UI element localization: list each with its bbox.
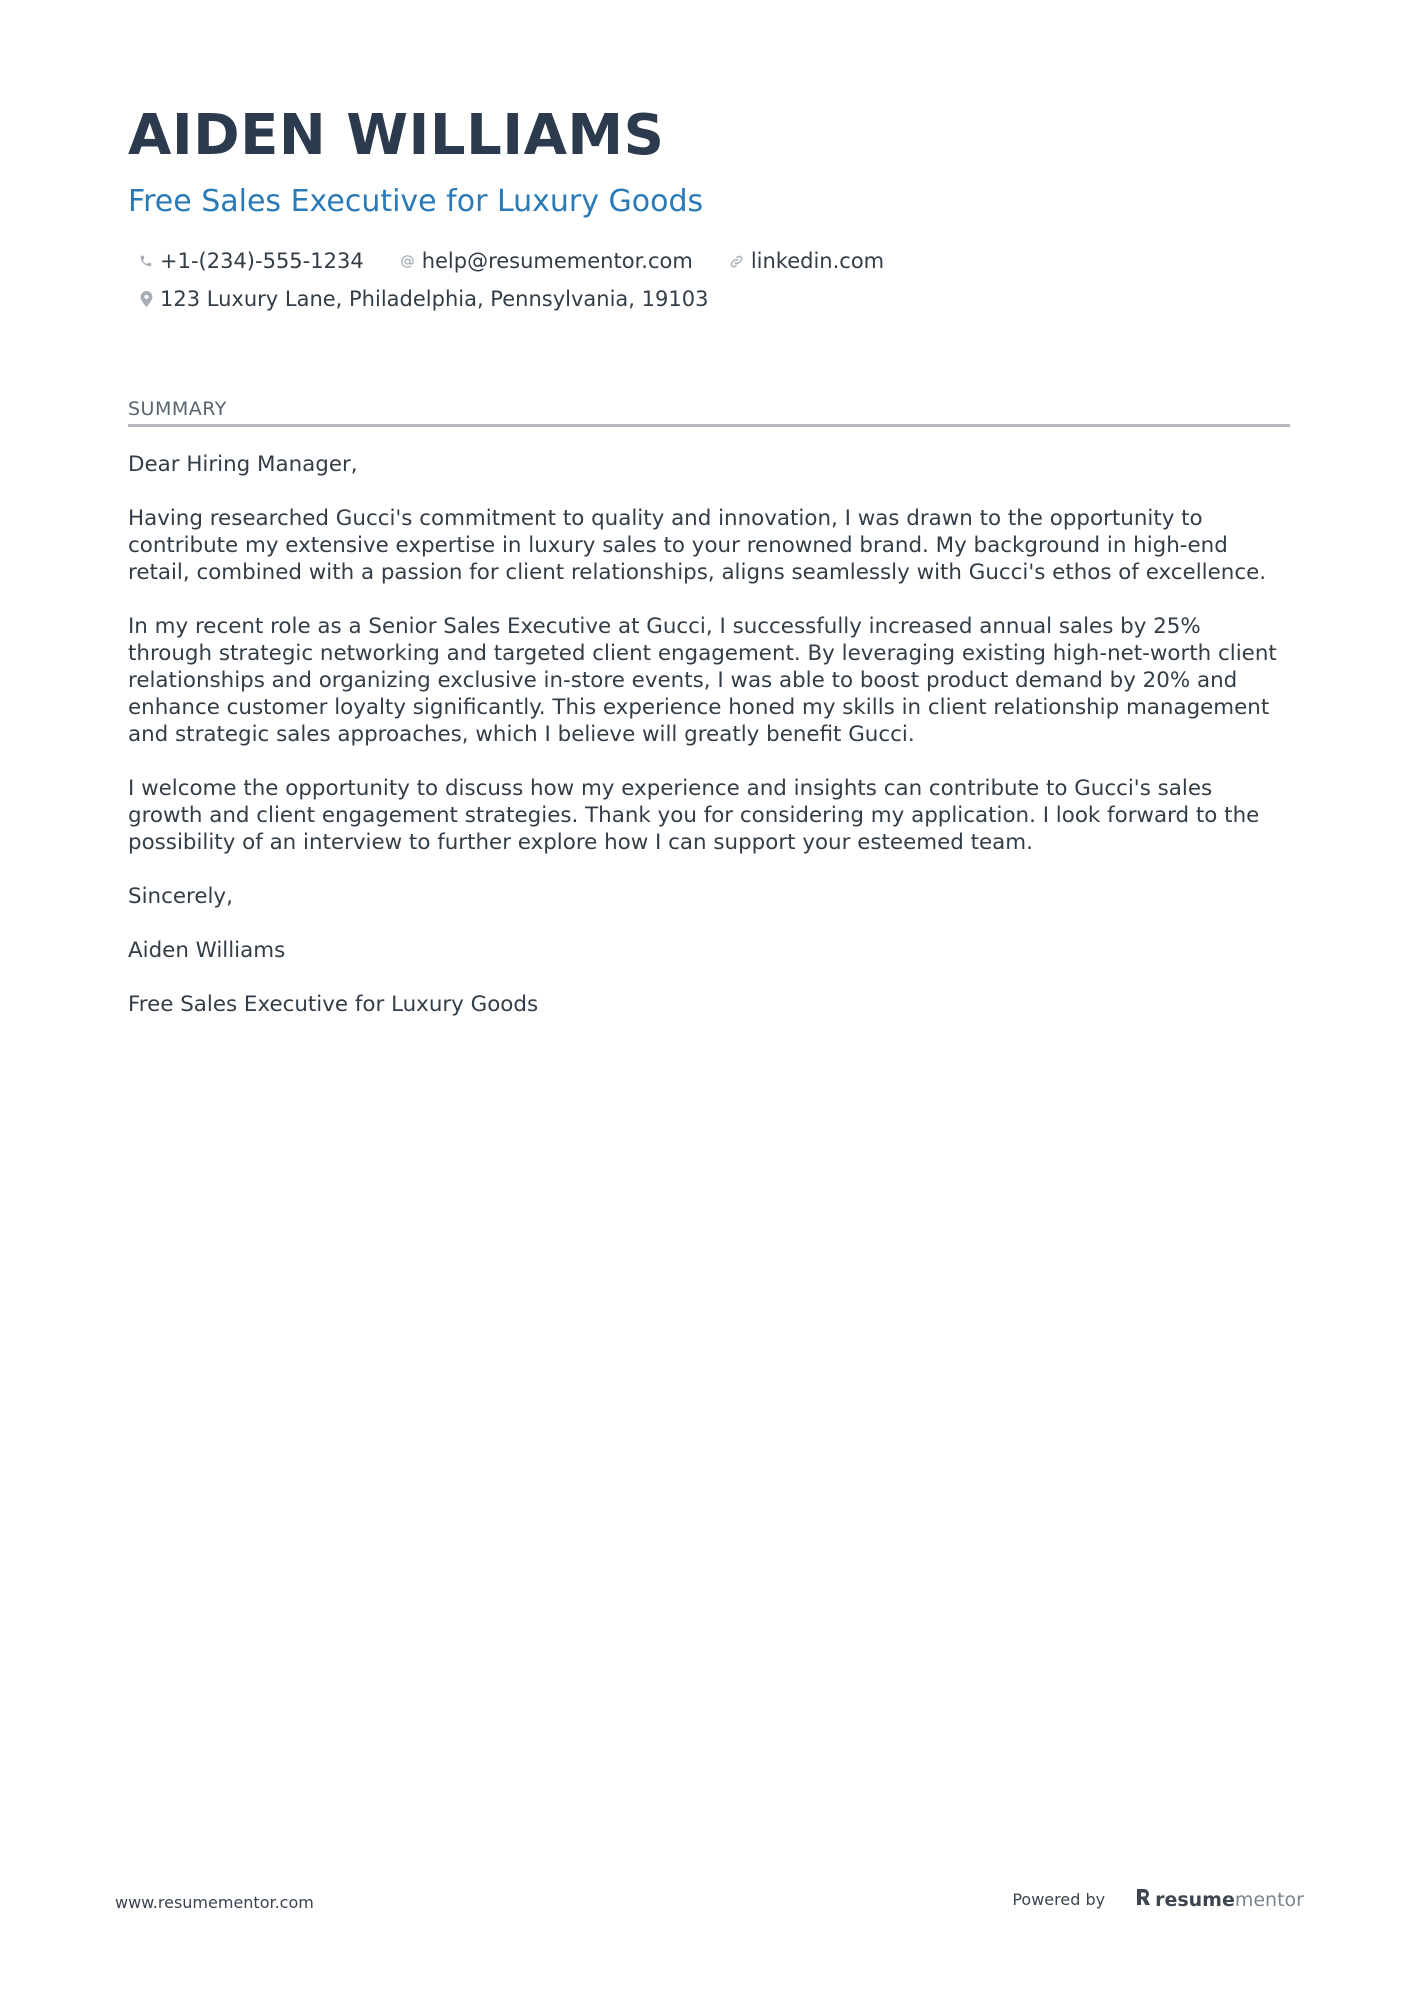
contact-row-2 <box>128 280 1288 318</box>
letter-body <box>128 451 1290 1018</box>
website-text: linkedin.com <box>750 249 885 273</box>
location-pin-icon <box>136 289 156 309</box>
letter-paragraph: I welcome the opportunity to discuss how my experience and insights can contribute to Gucci's sales growth and client engagement strategies. Thank you for considering my application. I look forward to the possibility of an interview to further explore how I can support your esteemed team. <box>128 776 1260 855</box>
job-title: Free Sales Executive for Luxury Goods <box>128 184 704 219</box>
email-text: help@resumementor.com <box>421 249 693 273</box>
address-text: 123 Luxury Lane, Philadelphia, Pennsylvania, 19103 <box>160 287 709 311</box>
footer-branding <box>1012 1887 1304 1912</box>
brand-text-mentor: mentor <box>1234 1888 1304 1911</box>
phone-icon <box>136 251 156 271</box>
contact-address <box>128 287 708 311</box>
brand-logo[interactable] <box>1135 1887 1304 1912</box>
salutation: Dear Hiring Manager, <box>128 452 358 477</box>
closing: Sincerely, <box>128 884 233 909</box>
letter-paragraph: In my recent role as a Senior Sales Executive at Gucci, I successfully increased annual sales by 25% through strategic networking and targeted client engagement. By leveraging existing high-net-worth client relationships and organizing exclusive in-store events, I was able to boost product demand by 20% and enhance customer loyalty significantly. This experience honed my skills in client relationship management and strategic sales approaches, which I believe will greatly benefit Gucci. <box>128 614 1277 747</box>
header <box>128 103 1288 318</box>
contact-website <box>719 249 884 273</box>
signature-title: Free Sales Executive for Luxury Goods <box>128 992 539 1017</box>
signature-name: Aiden Williams <box>128 938 286 963</box>
summary-section <box>128 398 1290 1045</box>
brand-text-resume: resume <box>1155 1888 1235 1911</box>
section-heading: SUMMARY <box>128 398 1290 427</box>
link-icon <box>727 251 747 271</box>
at-icon <box>398 251 418 271</box>
resumementor-logo-icon <box>1135 1887 1151 1912</box>
contact-email <box>390 249 693 273</box>
phone-text: +1-(234)-555-1234 <box>160 249 364 273</box>
powered-by-label: Powered by <box>1012 1890 1106 1909</box>
footer-website[interactable]: www.resumementor.com <box>115 1893 314 1912</box>
candidate-name: AIDEN WILLIAMS <box>128 103 665 168</box>
letter-paragraph: Having researched Gucci's commitment to quality and innovation, I was drawn to the opportunity to contribute my extensive expertise in luxury sales to your renowned brand. My background in high-end retail, combined with a passion for client relationships, aligns seamlessly with Gucci's ethos of excellence. <box>128 506 1267 585</box>
contact-row-1 <box>128 242 1288 280</box>
contact-phone <box>128 249 364 273</box>
contact-info <box>128 242 1288 318</box>
